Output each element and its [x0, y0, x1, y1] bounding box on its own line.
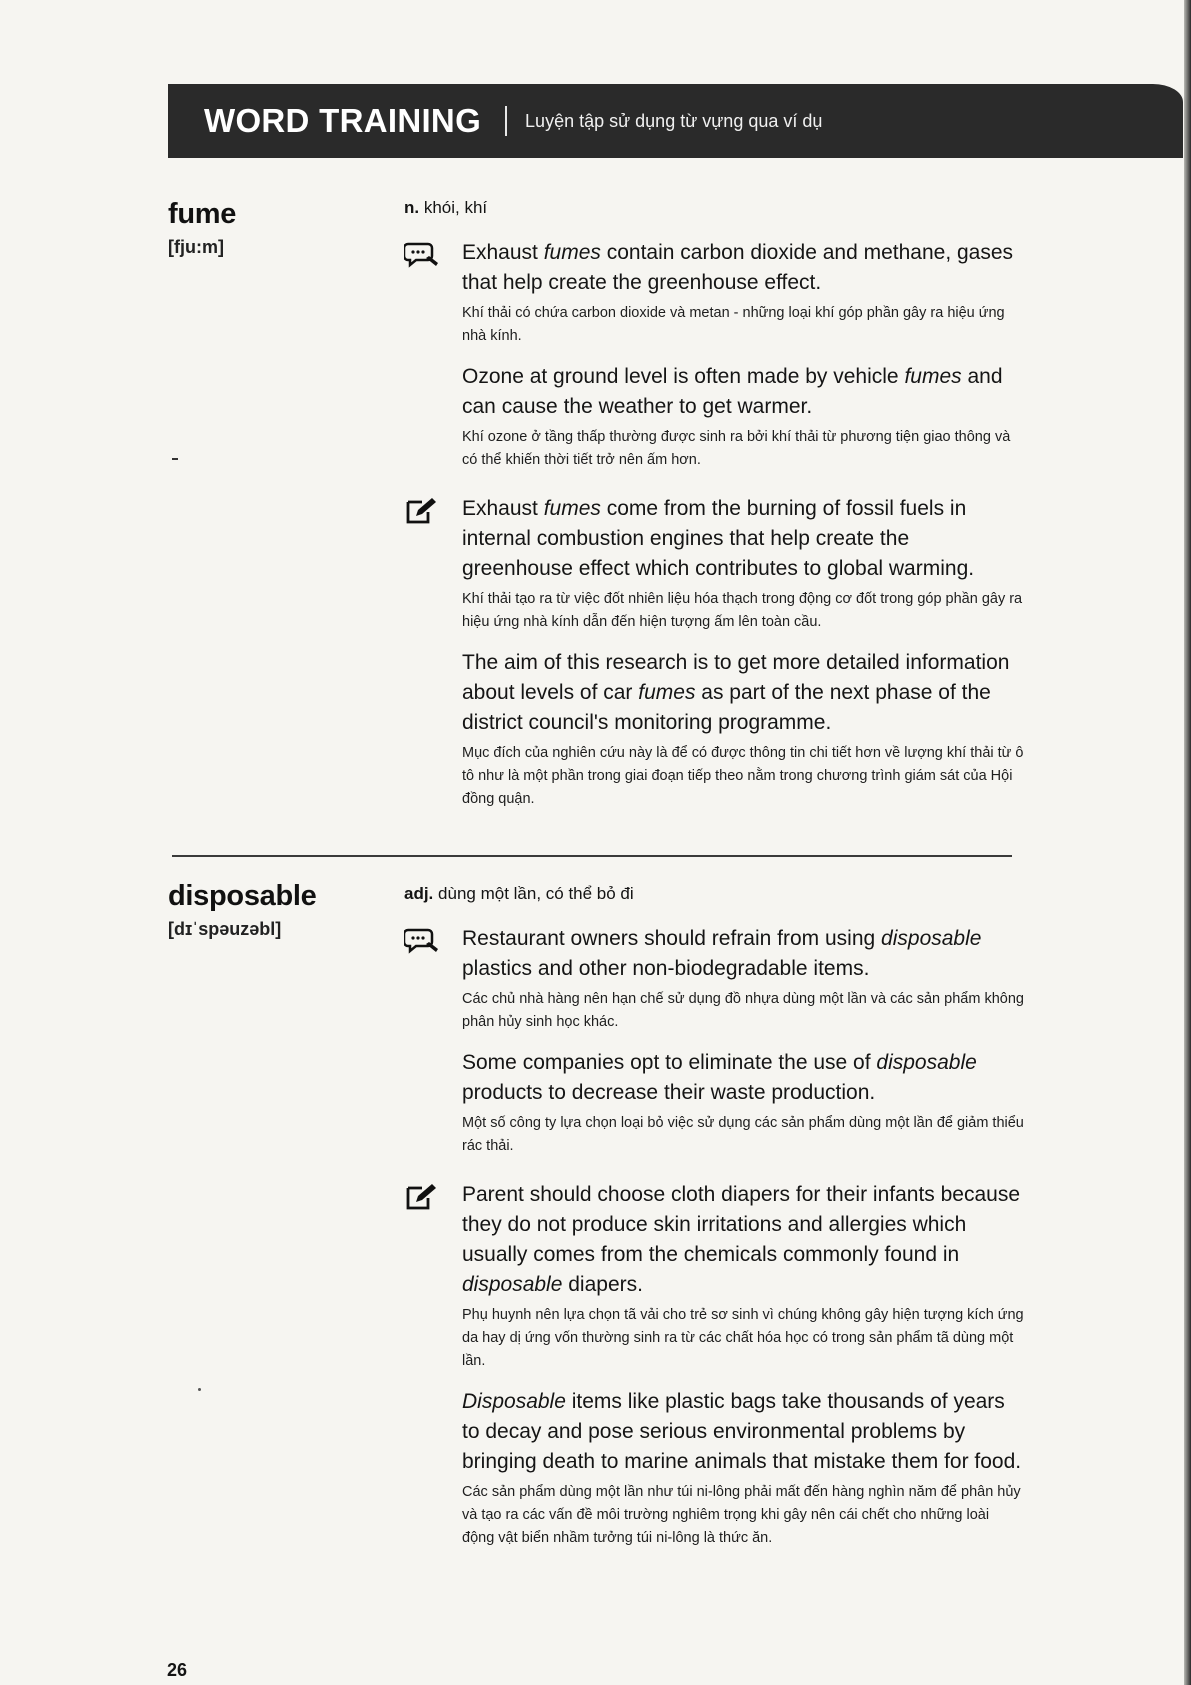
part-of-speech: n.: [404, 198, 420, 217]
writing-examples: [404, 494, 1024, 811]
example-vietnamese: Một số công ty lựa chọn loại bỏ việc sử dụng các sản phẩm dùng một lần để giảm thiểu rác thải.: [462, 1115, 1024, 1154]
headword-column: [168, 198, 388, 258]
section-subtitle: Luyện tập sử dụng từ vựng qua ví dụ: [525, 110, 823, 131]
pronunciation: [fju:m]: [168, 237, 224, 257]
example-english: Disposable items like plastic bags take thousands of years to decay and pose serious environmental problems by bringing death to marine animals that mistake them for food.: [462, 1390, 1022, 1473]
example: [462, 1180, 1024, 1373]
part-of-speech: adj.: [404, 884, 434, 903]
example-vietnamese: Mục đích của nghiên cứu này là để có được thông tin chi tiết hơn về lượng khí thải từ ô tô như là một phần trong giai đoạn tiếp theo nằm trong chương trình giám sát của Hội đồng quận.: [462, 745, 1024, 807]
page-edge-shadow: [1184, 0, 1191, 1685]
example-english: Exhaust fumes contain carbon dioxide and methane, gases that help create the greenhouse effect.: [462, 241, 1014, 294]
meaning: khói, khí: [423, 198, 488, 217]
header-divider: [505, 106, 507, 136]
example-english: Restaurant owners should refrain from using disposable plastics and other non-biodegradable items.: [462, 927, 982, 980]
example-english: Ozone at ground level is often made by vehicle fumes and can cause the weather to get warmer.: [462, 365, 1003, 418]
writing-examples: [404, 1180, 1024, 1550]
pronunciation: [dɪˈspəuzəbl]: [168, 919, 282, 939]
headword: fume: [168, 198, 237, 230]
page-number: 26: [167, 1660, 188, 1680]
definition-column: [404, 198, 1024, 825]
example: [462, 362, 1024, 472]
definition: [404, 198, 1024, 218]
example-vietnamese: Các sản phẩm dùng một lần như túi ni-lông phải mất đến hàng nghìn năm để phân hủy và tạo ra các vấn đề môi trường nghiêm trọng khi gây nên cái chết cho những loài động vật biển nhầm tưởng túi ni-lông là thức ăn.: [462, 1484, 1021, 1546]
example-english: Parent should choose cloth diapers for their infants because they do not produce skin irritations and allergies which usually comes from the chemicals commonly found in disposable diapers.: [462, 1183, 1021, 1296]
headword: disposable: [168, 880, 317, 912]
speech-bubble-icon: [404, 240, 440, 270]
speaking-examples: [404, 924, 1024, 1158]
section-title: WORD TRAINING: [204, 102, 482, 139]
example-vietnamese: Phụ huynh nên lựa chọn tã vải cho trẻ sơ sinh vì chúng không gây hiện tượng kích ứng da hay dị ứng vốn thường sinh ra từ các chất hóa học có trong sản phẩm tã dùng một lần.: [462, 1307, 1024, 1369]
example: [462, 648, 1024, 811]
example-vietnamese: Các chủ nhà hàng nên hạn chế sử dụng đồ nhựa dùng một lần và các sản phẩm không phân hủy sinh học khác.: [462, 991, 1024, 1030]
entry-divider: [172, 855, 1012, 857]
example-english: The aim of this research is to get more detailed information about levels of car fumes as part of the next phase of the district council's monitoring programme.: [462, 651, 1010, 734]
definition-column: [404, 880, 1024, 1564]
example-vietnamese: Khí ozone ở tầng thấp thường được sinh ra bởi khí thải từ phương tiện giao thông và có thể khiến thời tiết trở nên ấm hơn.: [462, 429, 1011, 468]
headword-column: [168, 880, 388, 940]
margin-dot: [198, 1388, 201, 1391]
section-header: [168, 84, 1183, 158]
example-vietnamese: Khí thải tạo ra từ việc đốt nhiên liệu hóa thạch trong động cơ đốt trong góp phần gây ra hiệu ứng nhà kính dẫn đến hiện tượng ấm lên toàn cầu.: [462, 591, 1023, 630]
example: [462, 924, 1024, 1034]
meaning: dùng một lần, có thể bỏ đi: [438, 884, 634, 903]
speech-bubble-icon: [404, 926, 440, 956]
example: [462, 238, 1024, 348]
example: [462, 1048, 1024, 1158]
pen-note-icon: [404, 1182, 440, 1212]
definition: [404, 884, 1024, 904]
example: [462, 494, 1024, 634]
example: [462, 1387, 1024, 1550]
example-english: Exhaust fumes come from the burning of fossil fuels in internal combustion engines that help create the greenhouse effect which contributes to global warming.: [462, 497, 975, 580]
margin-mark: [172, 458, 178, 460]
example-vietnamese: Khí thải có chứa carbon dioxide và metan - những loại khí góp phần gây ra hiệu ứng nhà kính.: [462, 305, 1005, 344]
speaking-examples: [404, 238, 1024, 472]
example-english: Some companies opt to eliminate the use of disposable products to decrease their waste production.: [462, 1051, 977, 1104]
pen-note-icon: [404, 496, 440, 526]
